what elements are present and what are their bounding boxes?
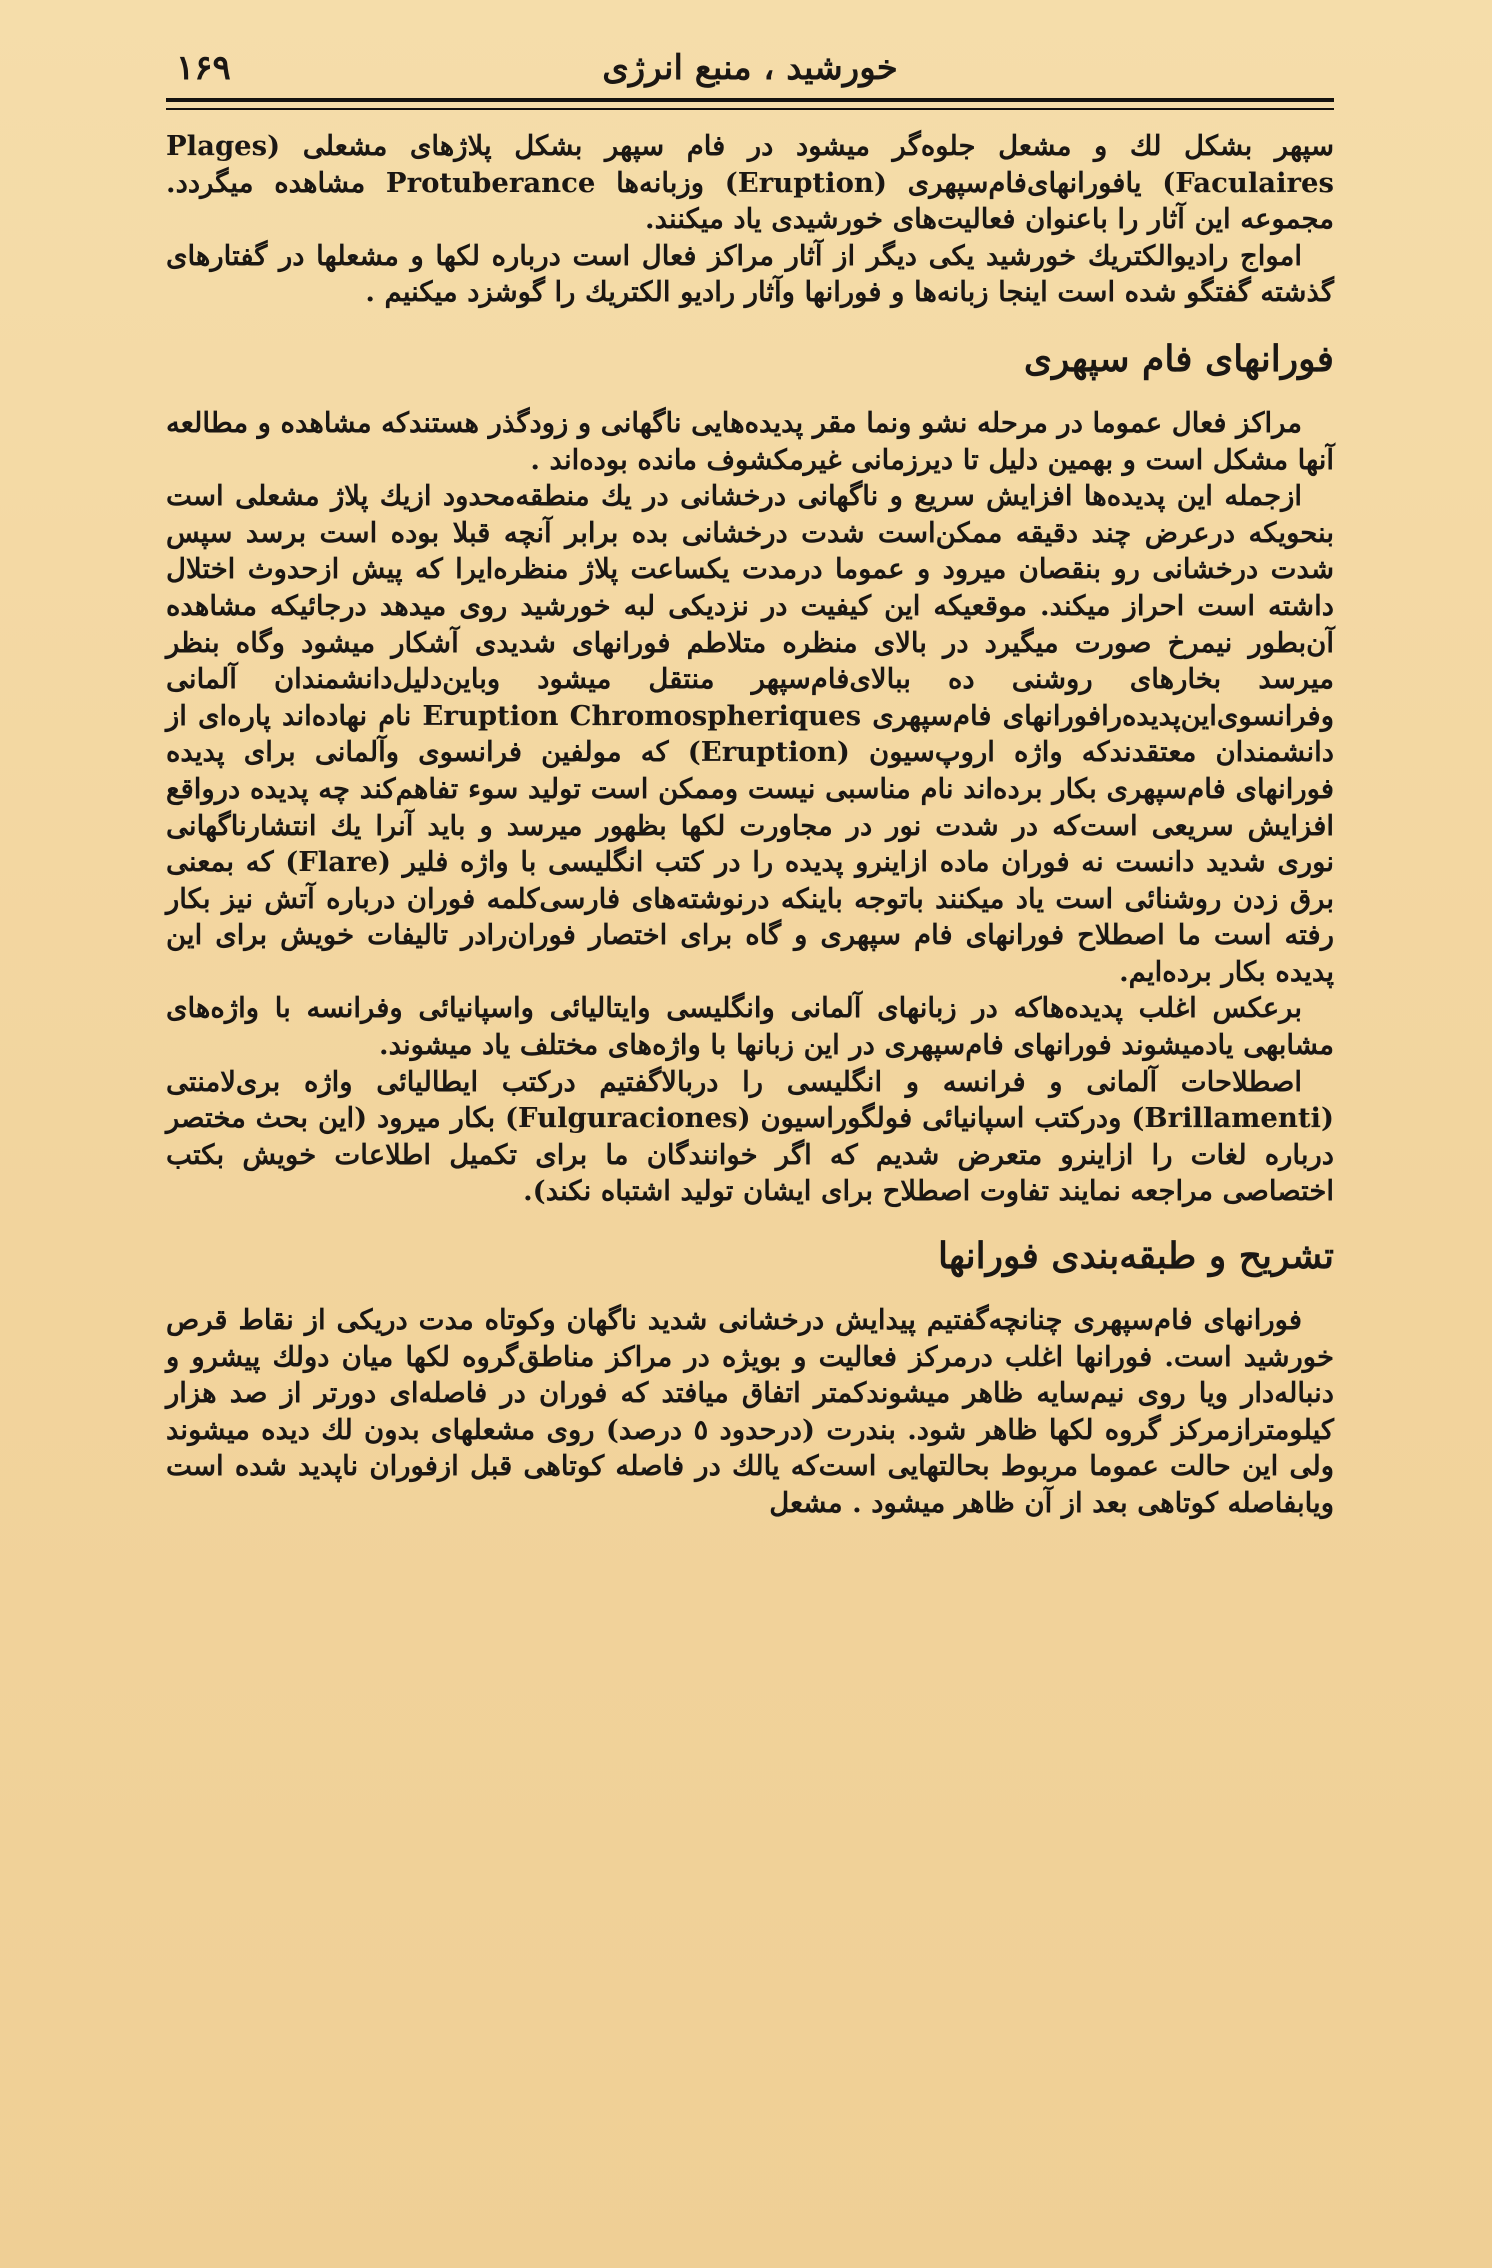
intro-paragraph-1: سپهر بشکل لك و مشعل جلوه‌گر میشود در فام سپهر بشکل پلاژهای مشعلی (Plages Faculaires) یافورانهای‌فام‌سپهری (Eruption) وزبانه‌ها Protuberance مشاهده میگردد. مجموعه این آثار را باعنوان فعالیت‌های خورشیدی یاد میکنند. xyxy=(166,130,1335,236)
section1-paragraph-3: برعکس اغلب پدیده‌هاکه در زبانهای آلمانی وانگلیسی وایتالیائی واسپانیائی وفرانسه با واژه‌های مشابهی یادمیشوند فورانهای فام‌سپهری در این زبانها با واژه‌های مختلف یاد میشوند. xyxy=(166,992,1334,1062)
section1-paragraph-4: اصطلاحات آلمانی و فرانسه و انگلیسی را دربالاگفتیم درکتب ایطالیائی واژه بری‌لامنتی (Brillamenti) ودرکتب اسپانیائی فولگوراسیون (Fulguraciones) بکار میرود (این بحث مختصر درباره لغات را ازاینرو متعرض شدیم که اگر خوانندگان ما برای تکمیل اطلاعات خویش بکتب اختصاصی مراجعه نمایند تفاوت اصطلاح برای ایشان تولید اشتباه نکند). xyxy=(166,1065,1334,1208)
intro-paragraph-2: امواج رادیوالکتریك خورشید یکی دیگر از آثار مراکز فعال است درباره لکها و مشعلها در گفتارهای گذشته گفتگو شده است اینجا زبانه‌ها و فورانها وآثار رادیو الکتریك را گوشزد میکنیم . xyxy=(166,239,1334,309)
section-heading-flare-classification: تشریح و طبقه‌بندی فورانها xyxy=(938,1235,1334,1278)
header-rule-thick xyxy=(166,98,1334,102)
body-text xyxy=(166,128,1334,2228)
section1-paragraph-2: ازجمله این پدیده‌ها افزایش سریع و ناگهانی درخشانی در یك منطقه‌محدود ازیك پلاژ مشعلی است بنحویکه درعرض چند دقیقه ممکن‌است شدت درخشانی بده برابر آنچه قبلا بوده است برسد سپس شدت درخشانی رو بنقصان میرود و عموما درمدت یکساعت پلاژ منظره‌ایرا که پیش ازحدوث اختلال داشته است احراز میکند. موقعیکه این کیفیت در نزدیکی لبه خورشید روی میدهد درجائیکه مشاهده آن‌بطور نیمرخ صورت میگیرد در بالای منظره متلاطم فورانهای شدیدی آشکار میشود وگاه بنظر میرسد بخارهای روشنی ده ببالای‌فام‌سپهر منتقل میشود وباین‌دلیل‌دانشمندان آلمانی وفرانسوی‌این‌پدیده‌رافورانهای فام‌سپهری Eruption Chromospheriques نام نهاده‌اند پاره‌ای از دانشمندان معتقدندکه واژه اروپ‌سیون (Eruption) که مولفین فرانسوی وآلمانی برای پدیده فورانهای فام‌سپهری بکار برده‌اند نام مناسبی نیست وممکن است تولید سوء تفاهم‌کند چه پدیده درواقع افزایش سریعی است‌که در شدت نور در مجاورت لکها بظهور میرسد و باید آنرا یك انتشارناگهانی نوری شدید دانست نه فوران ماده ازاینرو پدیده را در کتب انگلیسی با واژه فلیر (Flare) که بمعنی برق زدن روشنائی است یاد میکنند باتوجه باینکه درنوشته‌های فارسی‌کلمه فوران درباره آتش نیز بکار رفته است ما اصطلاح فورانهای فام سپهری و گاه برای اختصار فوران‌رادر تالیفات خویش برای این پدیده بکار برده‌ایم. xyxy=(166,480,1335,988)
section1-paragraph-1: مراکز فعال عموما در مرحله نشو ونما مقر پدیده‌هایی ناگهانی و زودگذر هستندکه مشاهده و مطالعه آنها مشکل است و بهمین دلیل تا دیرزمانی غیرمکشوف مانده بوده‌اند . xyxy=(166,406,1334,476)
page-number: ۱۶۹ xyxy=(176,48,231,88)
header-rule-thin xyxy=(166,108,1334,110)
running-title: خورشید ، منبع انرژی xyxy=(602,48,898,88)
section2-paragraph-1: فورانهای فام‌سپهری چنانچه‌گفتیم پیدایش درخشانی شدید ناگهان وکوتاه مدت دریکی از نقاط قرص خورشید است. فورانها اغلب درمرکز فعالیت و بویژه در مراکز مناطق‌گروه لکها میان دولك پیشرو و دنباله‌دار ویا روی نیم‌سایه ظاهر میشوندکمتر اتفاق میافتد که فوران در فاصله‌ای دورتر از صد هزار کیلومترازمرکز گروه لکها ظاهر شود. بندرت (درحدود ٥ درصد) روی مشعلهای بدون لك دیده میشوند ولی این حالت عموما مربوط بحالتهایی است‌که یالك در فاصله کوتاهی قبل ازفوران ناپدید شده است ویابفاصله کوتاهی بعد از آن ظاهر میشود . مشعل xyxy=(166,1304,1334,1519)
section-heading-chromospheric-flares: فورانهای فام سپهری xyxy=(1023,337,1334,380)
page-header xyxy=(166,38,1334,98)
